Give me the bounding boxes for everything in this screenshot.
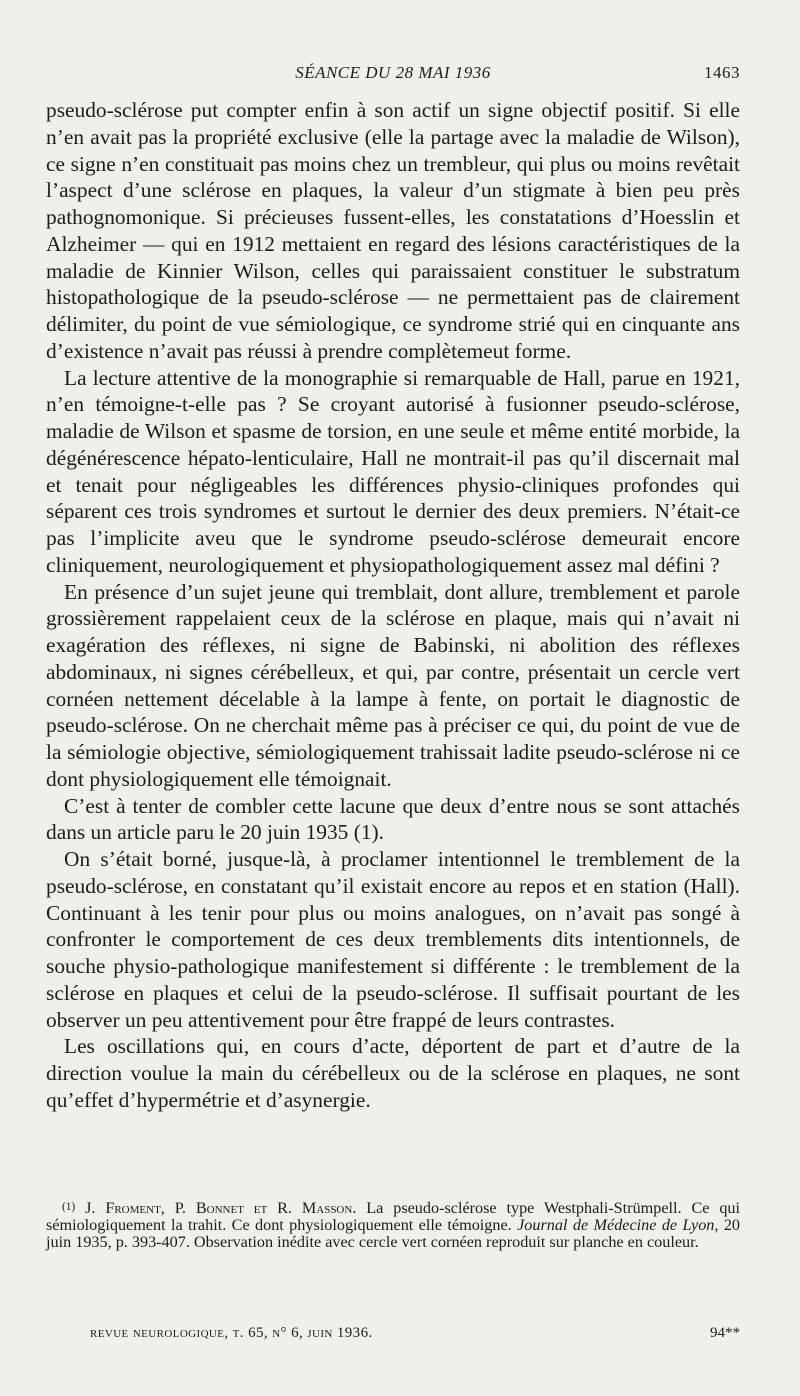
paragraph-2: La lecture attentive de la monographie si remarquable de Hall, parue en 1921, n’en témoigne-t-elle pas ? Se croyant autorisé à fusionner pseudo-sclérose, maladie de Wilson et spasme de torsion, en une seule et même entité morbide, la dégénérescence hépato-lenticulaire, Hall ne montrait-il pas qu’il discernait mal et tenait pour négligeables les différences physio-cliniques profondes qui séparent ces trois syndromes et surtout le dernier des deux premiers. N’était-ce pas l’implicite aveu que le syndrome pseudo-sclérose demeurait encore cliniquement, neurologiquement et physiopathologiquement assez mal défini ? (46, 365, 740, 577)
footnote-text: La pseudo-sclérose type Westphali-Strümpell. Ce qui sémiologiquement la trahit. Ce dont physiologiquement elle témoigne. (46, 1199, 741, 1235)
footnote-text-end: 20 juin 1935, p. 393-407. Observation inédite avec cercle vert cornéen reproduit sur planche en couleur. (46, 1216, 741, 1252)
paragraph-4: C’est à tenter de combler cette lacune que deux d’entre nous se sont attachés dans un article paru le 20 juin 1935 (1). (46, 793, 740, 845)
paragraph-5: On s’était borné, jusque-là, à proclamer intentionnel le tremblement de la pseudo-sclérose, en constatant qu’il existait encore au repos et en station (Hall). Continuant à les tenir pour plus ou moins analogues, on n’avait pas songé à confronter le comportement de ces deux tremblements dits intentionnels, de souche physio-pathologique manifestement si différente : le tremblement de la sclérose en plaques et celui de la pseudo-sclérose. Il suffisait pourtant de les observer un peu attentivement pour être frappé de leurs contrastes. (46, 847, 740, 1032)
footnote (46, 1200, 740, 1252)
printer-signature: 94** (710, 1325, 740, 1341)
page-footer (90, 1325, 740, 1347)
footnote-authors: J. Froment, P. Bonnet et R. Masson. (85, 1199, 357, 1217)
page-number: 1463 (704, 63, 740, 82)
running-title: SÉANCE DU 28 MAI 1936 (295, 63, 491, 82)
footnote-marker: (1) (62, 1201, 76, 1213)
paragraph-3: En présence d’un sujet jeune qui tremblait, dont allure, tremblement et parole grossièrement rappelaient ceux de la sclérose en plaque, mais qui n’avait ni exagération des réflexes, ni signe de Babinski, ni abolition des réflexes abdominaux, ni signes cérébelleux, et qui, par contre, présentait un cercle vert cornéen nettement décelable à la lampe à fente, on portait le diagnostic de pseudo-sclérose. On ne cherchait même pas à préciser ce qui, du point de vue de la sémiologie objective, sémiologiquement trahissait ladite pseudo-sclérose ni ce dont physiologiquement elle témoignait. (46, 579, 740, 791)
journal-citation: revue neurologique, t. 65, n° 6, juin 1936. (90, 1325, 373, 1341)
paragraph-6: Les oscillations qui, en cours d’acte, déportent de part et d’autre de la direction voulue la main du cérébelleux ou de la sclérose en plaques, ne sont qu’effet d’hypermétrie et d’asynergie. (46, 1034, 740, 1112)
footnote-journal: Journal de Médecine de Lyon, (517, 1216, 719, 1235)
body-text (46, 97, 740, 1114)
paragraph-1: pseudo-sclérose put compter enfin à son actif un signe objectif positif. Si elle n’en avait pas la propriété exclusive (elle la partage avec la maladie de Wilson), ce signe n’en constituait pas moins chez un trembleur, qui plus ou moins revêtait l’aspect d’une sclérose en plaques, la valeur d’un stigmate à bien peu près pathognomonique. Si précieuses fussent-elles, les constatations d’Hoesslin et Alzheimer — qui en 1912 mettaient en regard des lésions caractéristiques de la maladie de Kinnier Wilson, celles qui paraissaient constituer le substratum histopathologique de la pseudo-sclérose — ne permettaient pas de clairement délimiter, du point de vue sémiologique, ce syndrome strié qui en cinquante ans d’existence n’avait pas réussi à prendre complètemeut forme. (46, 98, 740, 363)
running-head (46, 63, 740, 87)
